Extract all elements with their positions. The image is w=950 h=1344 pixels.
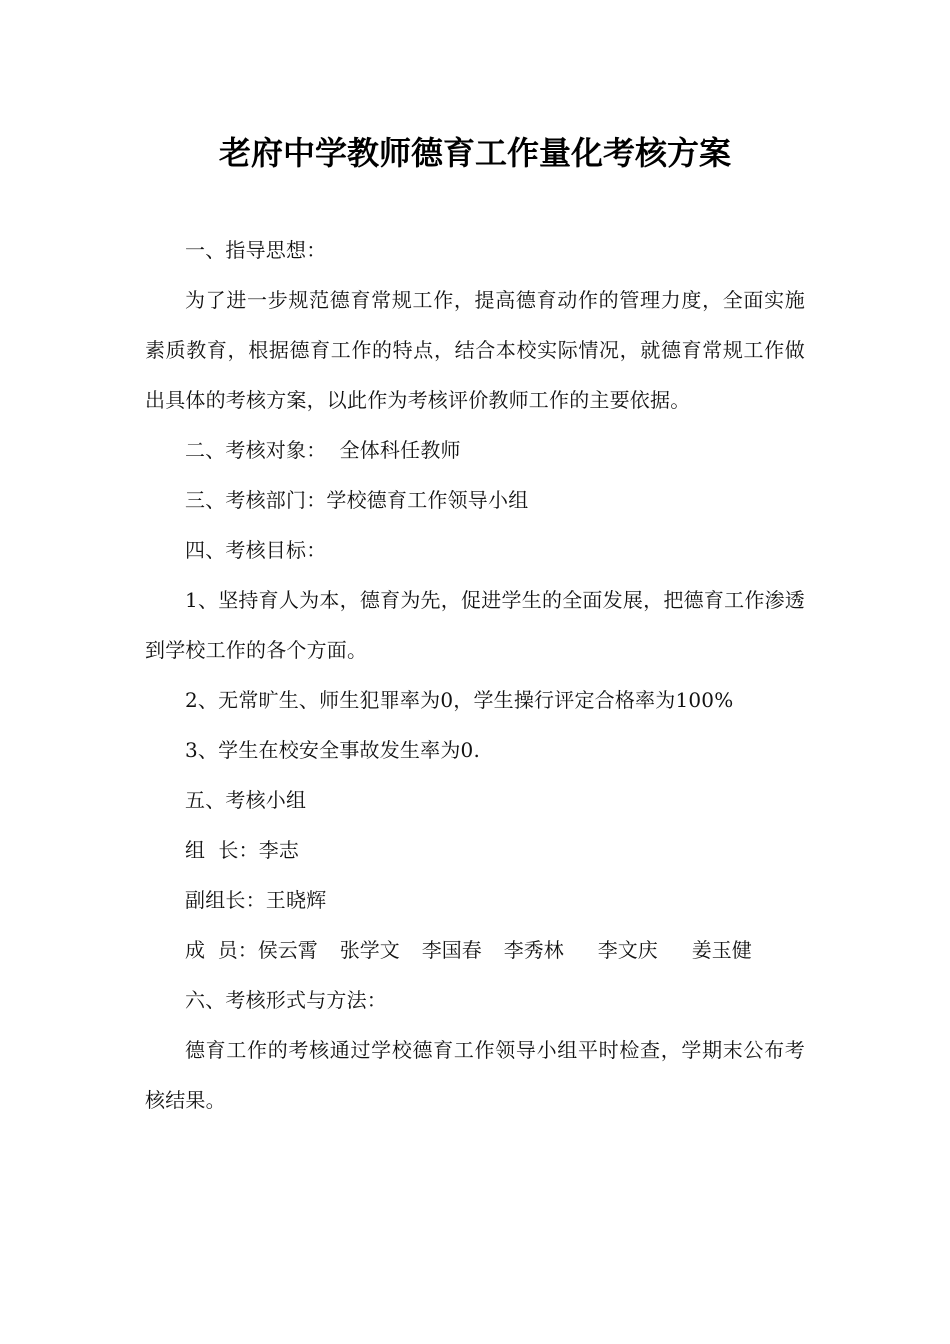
method-heading: 六、考核形式与方法：	[185, 988, 387, 1012]
leader-line: 组 长：李志	[185, 838, 300, 862]
guideline-heading: 一、指导思想：	[185, 238, 327, 262]
member-name: 李国春	[421, 938, 482, 962]
target-line: 二、考核对象： 全体科任教师	[185, 438, 461, 462]
goal-1: 1、坚持育人为本，德育为先，促进学生的全面发展，把德育工作渗透到学校工作的各个方面。	[145, 588, 805, 662]
member-name: 张学文	[339, 938, 400, 962]
deputy-leader-line: 副组长：王晓辉	[185, 888, 327, 912]
member-name: 李秀林	[503, 938, 564, 962]
department-line: 三、考核部门：学校德育工作领导小组	[185, 488, 529, 512]
goals-heading: 四、考核目标：	[185, 538, 327, 562]
goal-2: 2、无常旷生、师生犯罪率为0，学生操行评定合格率为100%	[185, 688, 734, 712]
guideline-body: 为了进一步规范德育常规工作，提高德育动作的管理力度，全面实施素质教育，根据德育工作的特点，结合本校实际情况，就德育常规工作做出具体的考核方案，以此作为考核评价教师工作的主要依据。	[145, 288, 805, 412]
method-body: 德育工作的考核通过学校德育工作领导小组平时检查，学期末公布考核结果。	[145, 1038, 805, 1112]
group-heading: 五、考核小组	[185, 788, 307, 812]
member-name: 姜玉健	[691, 938, 752, 962]
member-name: 侯云霄	[257, 938, 318, 962]
document-title: 老府中学教师德育工作量化考核方案	[218, 134, 731, 172]
goal-3: 3、学生在校安全事故发生率为0.	[185, 738, 481, 762]
document-body	[145, 225, 805, 1125]
member-name: 李文庆	[597, 938, 658, 962]
members-label: 成 员：	[185, 938, 258, 962]
members-line	[145, 925, 805, 975]
